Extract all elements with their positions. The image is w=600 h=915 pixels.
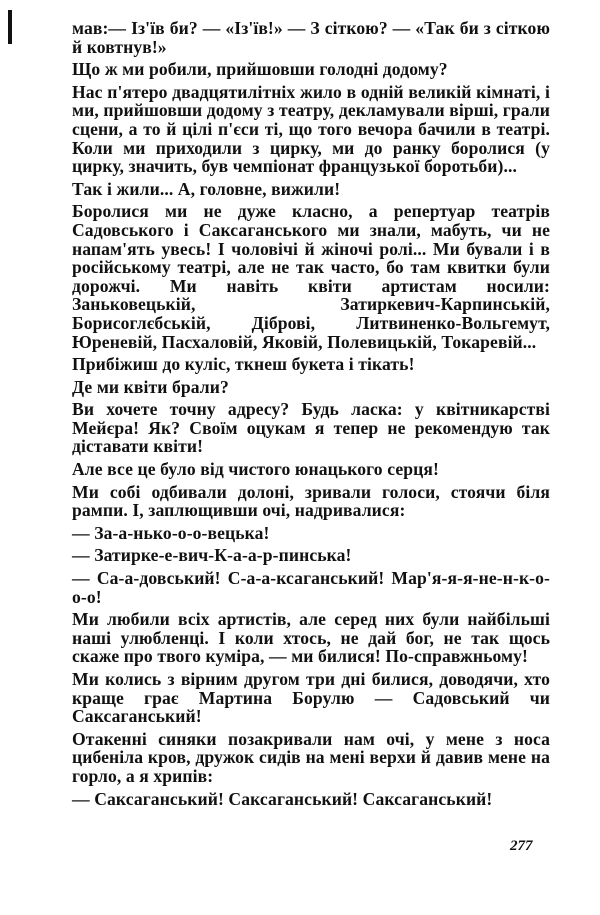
paragraph: Що ж ми робили, прийшовши голодні додому?	[72, 59, 448, 80]
paragraph: Ви хочете точну адресу? Будь ласка: у квітникарстві Мейєра! Як? Своїм оцукам я тепер не рекомендую так діставати квіти!	[72, 399, 550, 457]
paragraph: Ми любили всіх артистів, але серед них були найбільші наші улюбленці. І коли хтось, не дай бог, не так щось скаже про твого куміра, — ми билися! По-справжньому!	[72, 609, 550, 667]
paragraph: мав:— Із'їв би? — «Із'їв!» — З сіткою? — «Так би з сіткою й ковтнув!»	[72, 18, 550, 57]
paragraph: Нас п'ятеро двадцятилітніх жило в одній великій кімнаті, і ми, прийшовши додому з театру, декламували вірші, грали сцени, а то й цілі п'єси ті, що того вечора бачили в театрі. Коли ми приходили з цирку, ми до ранку боролися (у цирку, значить, був чемпіонат французької боротьби)...	[72, 81, 550, 177]
paragraph: Де ми квіти брали?	[72, 376, 229, 397]
paragraph: Ми колись з вірним другом три дні билися, доводячи, хто краще грає Мартина Борулю — Садовський чи Саксаганський!	[72, 669, 550, 727]
paragraph: — За-а-нько-о-о-вецька!	[72, 522, 270, 543]
page-number: 277	[510, 838, 533, 854]
paragraph: — Затирке-е-вич-К-а-а-р-пинська!	[72, 545, 352, 566]
paragraph: Отакенні синяки позакривали нам очі, у мене з носа цибеніла кров, дружок сидів на мені верхи й давив мене на горло, а я хрипів:	[72, 728, 550, 786]
paragraph: Прибіжиш до куліс, ткнеш букета і тікать!	[72, 354, 415, 375]
margin-bar	[8, 10, 12, 44]
body-text	[72, 19, 550, 812]
paragraph: Але все це було від чистого юнацького серця!	[72, 459, 439, 480]
paragraph: — Са-а-довський! С-а-а-ксаганський! Мар'я-я-я-не-н-к-о-о-о!	[72, 568, 550, 607]
paragraph: Так і жили... А, головне, вижили!	[72, 178, 341, 199]
paragraph: — Саксаганський! Саксаганський! Саксаганський!	[72, 788, 493, 809]
paragraph: Ми собі одбивали долоні, зривали голоси, стоячи біля рампи. І, заплющивши очі, надривалися:	[72, 481, 550, 521]
paragraph: Боролися ми не дуже класно, а репертуар театрів Садовського і Саксаганського ми знали, мабуть, чи не напам'ять увесь! І чоловічі й жіночі ролі... Ми бували і в російському театрі, але не так часто, бо там квитки були дорожчі. Ми навіть квіти артистам носили: Заньковецькій, Затиркевич-Карпинській, Борисоглєбській, Діброві, Литвиненко-Вольгемут, Юреневій, Пасхаловій, Яковій, Полевицькій, Токаревій...	[72, 201, 550, 352]
